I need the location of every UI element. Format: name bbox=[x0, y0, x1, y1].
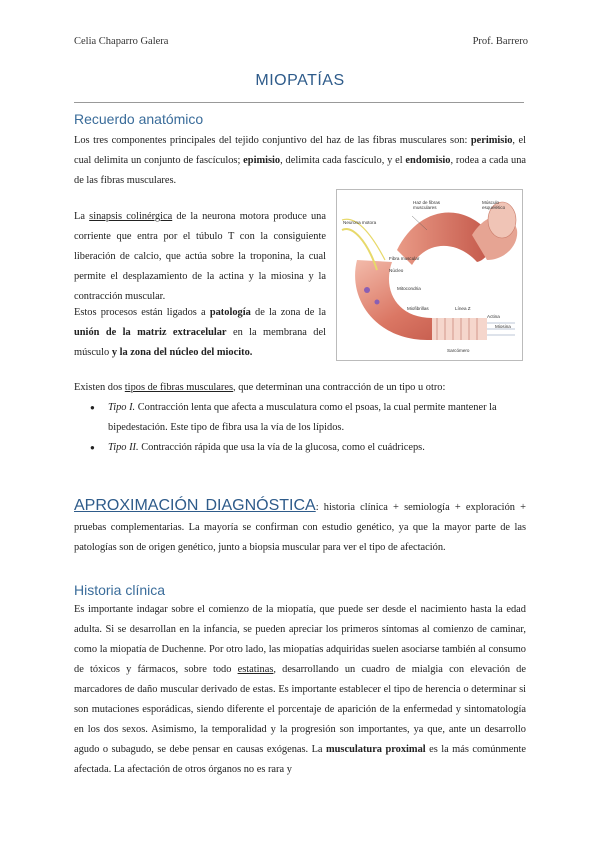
fig-label-nucleo: Núcleo bbox=[389, 268, 404, 273]
fig-label-miosina: Miosina bbox=[495, 324, 511, 329]
list-item bbox=[74, 438, 526, 458]
paragraph-historia bbox=[74, 600, 526, 780]
heading-aproximacion-diagnostica: APROXIMACIÓN DIAGNÓSTICA bbox=[74, 497, 316, 514]
bullet-label: Tipo II. bbox=[108, 442, 139, 453]
link-tipos-fibras[interactable]: tipos de fibras musculares bbox=[124, 382, 234, 393]
p1-bold-term: epimisio bbox=[243, 155, 281, 166]
p3-bold-union: unión de la matriz extracelular bbox=[74, 327, 227, 338]
bullet-icon: ● bbox=[90, 403, 95, 412]
p2-text-a: La bbox=[74, 211, 90, 222]
fig-label-neurona: Neurona motora bbox=[343, 220, 377, 225]
bullet-text: Contracción rápida que usa la vía de la glucosa, como el cuádriceps. bbox=[138, 442, 425, 453]
fig-label-haz: Haz de fibras musculares bbox=[413, 200, 441, 210]
p1-text: , rodea a cada una de las fibras musculares. bbox=[74, 155, 526, 186]
p3-text-a: Estos procesos están ligados a bbox=[74, 307, 210, 318]
muscle-illustration bbox=[337, 190, 522, 360]
bullet-icon: ● bbox=[90, 443, 95, 452]
p3-bold-patologia: patología bbox=[209, 307, 251, 318]
paragraph-aproximacion bbox=[74, 496, 526, 558]
bullet-label: Tipo I. bbox=[108, 402, 136, 413]
p1-text: , delimita cada fascículo, y el bbox=[280, 155, 406, 166]
p4-text-b: , que determinan una contracción de un tipo u otro: bbox=[233, 382, 446, 393]
heading-historia-clinica: Historia clínica bbox=[74, 582, 166, 598]
muscle-anatomy-figure bbox=[336, 189, 523, 361]
historia-text-b: , desarrollando un cuadro de mialgia con elevación de marcadores de daño muscular derivado de estas. Es importante establecer el tipo de herencia o determinar si son mutaciones esporádicas, siendo diferente el porcentaje de aparición de la enfermedad y sintomatología en los dos sexos. Asimismo, la temporalidad y la progresión son importantes, ya que, ante un desarrollo agudo o subagudo, se debe pensar en causas exógenas. La bbox=[74, 664, 526, 755]
historia-text-c: es la más comúnmente afectada. La afectación de otros órganos no es rara y bbox=[74, 744, 527, 775]
fig-label-linea-z: Línea Z bbox=[455, 306, 471, 311]
fig-label-sarcomero: Sarcómero bbox=[447, 348, 470, 353]
paragraph-componentes bbox=[74, 131, 526, 191]
p4-text-a: Existen dos bbox=[74, 382, 125, 393]
p2-text-b: de la neurona motora produce una corriente que entra por el túbulo T con la consiguiente liberación de calcio, que actúa sobre la troponina, la cual permite el desplazamiento de la actina y la miosina y la contracción muscular. bbox=[74, 211, 326, 302]
paragraph-tipos-fibras bbox=[74, 378, 526, 398]
historia-bold-musculatura: musculatura proximal bbox=[326, 744, 426, 755]
p3-text-c: de la zona de la bbox=[250, 307, 326, 318]
p1-text: Los tres componentes principales del tejido conjuntivo del haz de las fibras musculares son: bbox=[74, 135, 471, 146]
heading-recuerdo-anatomico: Recuerdo anatómico bbox=[74, 111, 204, 127]
fiber-types-list bbox=[74, 398, 526, 458]
p3-text-d: en la membrana del músculo bbox=[74, 327, 326, 358]
link-sinapsis-colinergica[interactable]: sinapsis colinérgica bbox=[89, 211, 173, 222]
paragraph-sinapsis bbox=[74, 207, 326, 307]
list-item bbox=[74, 398, 526, 438]
p1-bold-term: endomisio bbox=[405, 155, 451, 166]
fig-label-miofibrillas: Miofibrillas bbox=[407, 306, 429, 311]
header-author: Celia Chaparro Galera bbox=[74, 36, 169, 47]
link-estatinas[interactable]: estatinas bbox=[237, 664, 274, 675]
aproximacion-text: : historia clínica + semiología + exploración + pruebas complementarias. La mayoría se confirman con estudio genético, ya que la mayor parte de las patologías son de origen genético, junto a biopsia muscular para ver el tipo de afectación. bbox=[74, 502, 527, 553]
p3-bold-nucleo: y la zona del núcleo del miocito. bbox=[111, 347, 253, 358]
fig-label-mitocondria: Mitocondria bbox=[397, 286, 421, 291]
header-professor: Prof. Barrero bbox=[472, 36, 528, 47]
fig-label-musculo: Músculo esquelético bbox=[482, 200, 506, 210]
fig-label-actina: Actina bbox=[487, 314, 500, 319]
p1-bold-term: perimisio bbox=[470, 135, 513, 146]
bullet-text: Contracción lenta que afecta a musculatura como el psoas, la cual permite mantener la bipedestación. Este tipo de fibra usa la vía de los lípidos. bbox=[108, 402, 497, 433]
paragraph-procesos bbox=[74, 303, 326, 363]
p1-text: , el cual delimita un conjunto de fascículos; bbox=[74, 135, 526, 166]
fig-label-fibra: Fibra muscular bbox=[389, 256, 420, 261]
historia-text-a: Es importante indagar sobre el comienzo de la miopatía, que puede ser desde el nacimiento hasta la edad adulta. Si se desarrollan en la infancia, se pueden apreciar los primeros síntomas al comienzo de caminar, como la miopatía de Duchenne. Por otro lado, las miopatías adquiridas suelen asociarse también al consumo de tóxicos y fármacos, sobre todo bbox=[74, 604, 526, 675]
page-title: MIOPATÍAS bbox=[255, 72, 345, 89]
title-divider bbox=[74, 102, 524, 103]
